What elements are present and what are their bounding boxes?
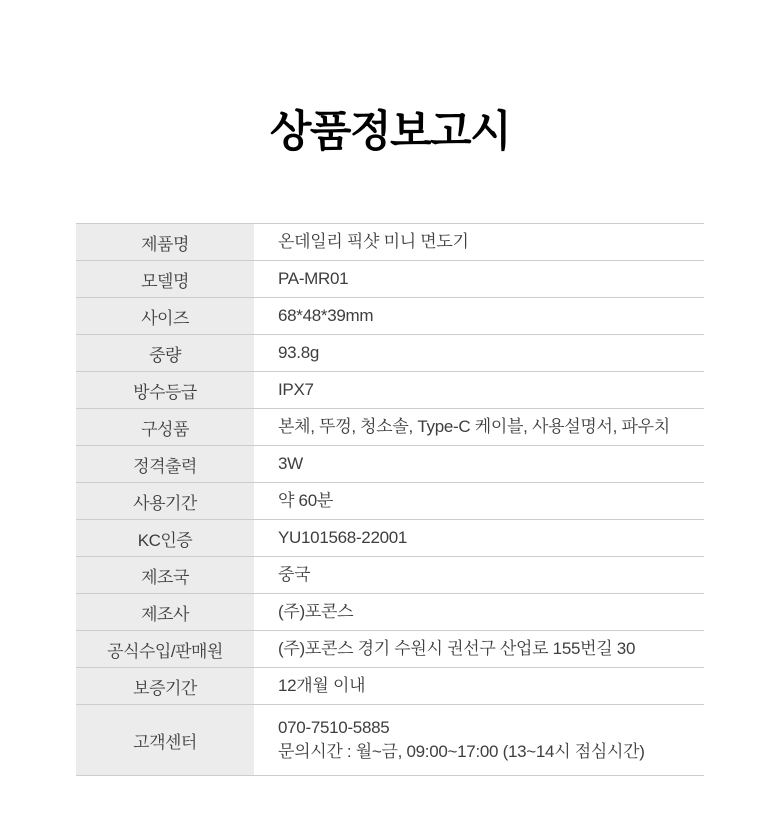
row-label: 사용기간 [76,483,254,519]
page-title: 상품정보고시 [269,108,511,156]
table-row [76,224,704,261]
table-row [76,446,704,483]
table-row [76,261,704,298]
row-value [254,409,704,445]
row-label: 제조국 [76,557,254,593]
row-label: 정격출력 [76,446,254,482]
row-label: 구성품 [76,409,254,445]
row-value [254,520,704,556]
row-value-line: 약 60분 [278,491,333,510]
table-row [76,631,704,668]
row-label: 사이즈 [76,298,254,334]
row-value [254,631,704,667]
row-value-line: 070-7510-5885 [278,718,390,737]
table-row [76,409,704,446]
table-row [76,483,704,520]
row-value [254,224,704,260]
table-row [76,557,704,594]
row-value-line: PA-MR01 [278,269,349,288]
row-value [254,446,704,482]
row-value [254,557,704,593]
row-value [254,705,704,775]
row-label: 방수등급 [76,372,254,408]
row-value-line: 68*48*39mm [278,306,374,325]
row-value [254,372,704,408]
row-value-line: 문의시간 : 월~금, 09:00~17:00 (13~14시 점심시간) [278,742,645,761]
row-label: 고객센터 [76,705,254,775]
row-value-line: 본체, 뚜껑, 청소솔, Type-C 케이블, 사용설명서, 파우치 [278,417,670,436]
row-value [254,261,704,297]
row-label: 공식수입/판매원 [76,631,254,667]
row-value [254,668,704,704]
product-info-table [76,223,704,776]
row-label: 보증기간 [76,668,254,704]
row-value [254,335,704,371]
table-row [76,594,704,631]
table-row [76,705,704,776]
row-value-line: IPX7 [278,380,314,399]
table-row [76,520,704,557]
table-row [76,298,704,335]
row-value-line: 12개월 이내 [278,676,366,695]
row-value-line: (주)포콘스 [278,602,354,621]
row-label: 제조사 [76,594,254,630]
row-value-line: 온데일리 픽샷 미니 면도기 [278,232,469,251]
row-value [254,483,704,519]
table-row [76,335,704,372]
row-value [254,594,704,630]
table-row [76,372,704,409]
row-label: 모델명 [76,261,254,297]
table-row [76,668,704,705]
row-value [254,298,704,334]
row-label: 제품명 [76,224,254,260]
row-value-line: 93.8g [278,343,320,362]
row-value-line: YU101568-22001 [278,528,408,547]
row-value-line: 중국 [278,565,311,584]
row-label: 중량 [76,335,254,371]
row-value-line: 3W [278,454,303,473]
row-label: KC인증 [76,520,254,556]
row-value-line: (주)포콘스 경기 수원시 권선구 산업로 155번길 30 [278,639,636,658]
